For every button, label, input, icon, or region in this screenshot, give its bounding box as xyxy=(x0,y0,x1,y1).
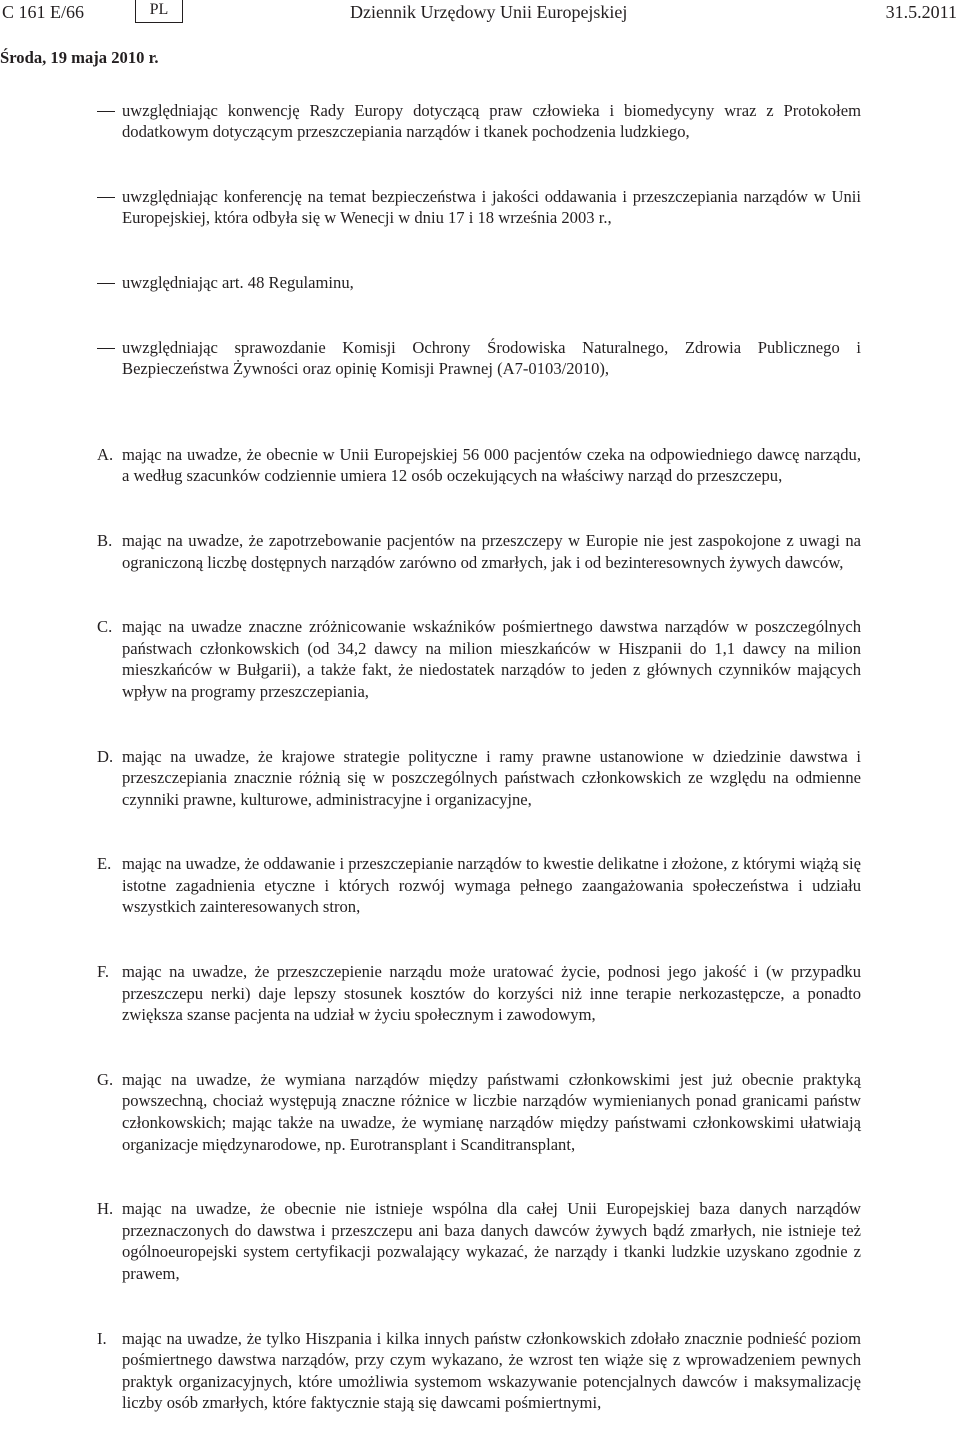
consideration-i xyxy=(0,1328,960,1414)
journal-title: Dziennik Urzędowy Unii Europejskiej xyxy=(350,2,628,22)
publication-date: 31.5.2011 xyxy=(885,2,957,22)
consideration-text: mając na uwadze, że oddawanie i przeszczepianie narządów to kwestie delikatne i złożone, z którymi wiążą się istotne zagadnienia etyczne i których rozwój wymaga pełnego zaangażowania społeczeństwa i udziału wszystkich zainteresowanych stron, xyxy=(122,854,861,917)
consideration-letter: B. xyxy=(97,530,113,550)
consideration-letter: F. xyxy=(97,962,110,982)
consideration-text: mając na uwadze, że obecnie w Unii Europejskiej 56 000 pacjentów czeka na odpowiedniego dawcę narządu, a według szacunków codziennie umiera 12 osób oczekujących na właściwy narząd do przeszczepu, xyxy=(122,444,861,486)
consideration-h xyxy=(0,1198,960,1284)
consideration-text: mając na uwadze, że krajowe strategie polityczne i ramy prawne ustanowione w dziedzinie dawstwa i przeszczepiania znacznie różnią się w poszczególnych państwach członkowskich ze względu na odmienne czynniki prawne, kulturowe, administracyjne i organizacyjne, xyxy=(122,746,861,809)
recital-item xyxy=(0,186,960,229)
consideration-text: mając na uwadze, że zapotrzebowanie pacjentów na przeszczepy w Europie nie jest zaspokojone z uwagi na ograniczoną liczbę dostępnych narządów zarówno od zmarłych, jak i od bezinteresownych żywych dawców, xyxy=(122,530,861,572)
consideration-letter: C. xyxy=(97,617,113,637)
recital-item xyxy=(0,100,960,143)
consideration-f xyxy=(0,961,960,1026)
consideration-text: mając na uwadze znaczne zróżnicowanie wskaźników pośmiertnego dawstwa narządów w poszczególnych państwach członkowskich (od 34,2 dawcy na milion mieszkańców w Hiszpanii do 1,1 dawcy na milion mieszkańców w Bułgarii), a także fakt, że niedostatek narządów to jeden z głównych czynników mających wpływ na programy przeszczepiania, xyxy=(122,617,861,701)
consideration-letter: I. xyxy=(97,1328,107,1348)
consideration-g xyxy=(0,1069,960,1155)
consideration-text: mając na uwadze, że tylko Hiszpania i kilka innych państw członkowskich zdołało znacznie podnieść poziom pośmiertnego dawstwa narządów, przy czym wykazano, że wzrost ten wiąże się z wprowadzeniem pewnych praktyk organizacyjnych, które umożliwia systemom wskazywanie potencjalnych dawców i maksymalizację liczby osób zmarłych, które faktycznie stają się dawcami pośmiertnymi, xyxy=(122,1328,861,1413)
consideration-text: mając na uwadze, że wymiana narządów między państwami członkowskimi jest już obecnie praktyką powszechną, chociaż występują znaczne różnice w liczbie narządów wymienianych ponad granicami państw członkowskich; mając także na uwadze, że wymianę narządów między państwami członkowskimi ułatwiają organizacje międzynarodowe, np. Eurotransplant i Scanditransplant, xyxy=(122,1069,861,1154)
consideration-letter: E. xyxy=(97,854,112,874)
dash-marker xyxy=(97,197,115,198)
recital-item xyxy=(0,337,960,380)
document-body xyxy=(0,83,960,1431)
consideration-a xyxy=(0,444,960,487)
consideration-b xyxy=(0,530,960,573)
page-header xyxy=(0,0,960,28)
journal-reference: C 161 E/66 xyxy=(2,2,85,22)
consideration-letter: H. xyxy=(97,1199,114,1219)
recital-text: uwzględniając konferencję na temat bezpieczeństwa i jakości oddawania i przeszczepiania narządów w Unii Europejskiej, która odbyła się w Wenecji w dniu 17 i 18 września 2003 r., xyxy=(122,186,861,228)
dash-marker xyxy=(97,283,115,284)
recital-text: uwzględniając konwencję Rady Europy dotyczącą praw człowieka i biomedycyny wraz z Protokołem dodatkowym dotyczącym przeszczepiania narządów i tkanek pochodzenia ludzkiego, xyxy=(122,100,861,142)
recital-item xyxy=(0,272,960,294)
consideration-text: mając na uwadze, że przeszczepienie narządu może uratować życie, podnosi jego jakość i (w przypadku przeszczepu nerki) daje lepszy stosunek kosztów do korzyści niż inne terapie nerkozastępcze, a ponadto zwiększa szanse pacjenta na udział w życiu społecznym i zawodowym, xyxy=(122,962,861,1025)
consideration-letter: D. xyxy=(97,746,114,766)
consideration-text: mając na uwadze, że obecnie nie istnieje wspólna dla całej Unii Europejskiej baza danych narządów przeznaczonych do dawstwa i przeszczepu ani baza danych dawców żywych bądź zmarłych, nie istnieje też ogólnoeuropejski system certyfikacji pozwalający wykazać, że narządy i tkanki ludzkie uzyskano zgodnie z prawem, xyxy=(122,1199,861,1283)
consideration-d xyxy=(0,746,960,811)
consideration-e xyxy=(0,853,960,918)
consideration-letter: A. xyxy=(97,444,114,464)
consideration-c xyxy=(0,616,960,702)
recital-text: uwzględniając art. 48 Regulaminu, xyxy=(122,272,354,292)
language-badge: PL xyxy=(135,0,183,23)
dash-marker xyxy=(97,348,115,349)
session-date: Środa, 19 maja 2010 r. xyxy=(0,48,159,67)
recital-text: uwzględniając sprawozdanie Komisji Ochrony Środowiska Naturalnego, Zdrowia Publicznego i Bezpieczeństwa Żywności oraz opinię Komisji Prawnej (A7-0103/2010), xyxy=(122,337,861,379)
dash-marker xyxy=(97,111,115,112)
consideration-letter: G. xyxy=(97,1069,114,1089)
